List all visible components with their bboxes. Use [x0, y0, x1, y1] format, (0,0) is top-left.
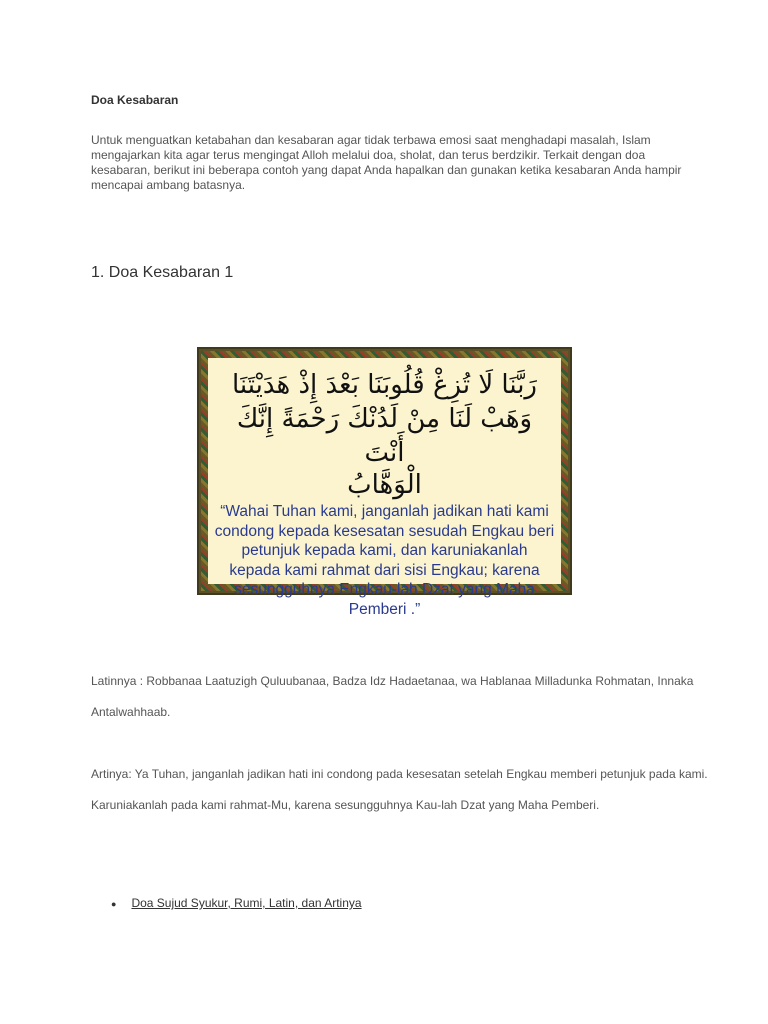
intro-paragraph: Untuk menguatkan ketabahan dan kesabaran agar tidak terbawa emosi saat menghadapi masalah, Islam mengajarkan kita agar terus mengingat Alloh melalui doa, sholat, dan terus berdzikir. Terkait dengan doa kesabaran, berikut ini beberapa contoh yang dapat Anda hapalkan dan gunakan ketika kesabaran Anda hampir mencapai ambang batasnya.	[91, 133, 682, 192]
artinya-paragraph: Artinya: Ya Tuhan, janganlah jadikan hati ini condong pada kesesatan setelah Engkau memberi petunjuk pada kami. Karuniakanlah pada kami rahmat-Mu, karena sesungguhnya Kau-lah Dzat yang Maha Pemberi.	[91, 767, 708, 812]
arabic-line-2: وَهَبْ لَنَا مِنْ لَدُنْكَ رَحْمَةً إِنَّكَ أَنْتَ	[236, 404, 533, 468]
page-title: Doa Kesabaran	[91, 93, 179, 107]
related-link[interactable]: Doa Sujud Syukur, Rumi, Latin, dan Artinya	[131, 896, 362, 910]
arabic-line-3: الْوَهَّابُ	[347, 470, 422, 500]
section-heading: 1. Doa Kesabaran 1	[91, 264, 234, 281]
arabic-line-1: رَبَّنَا لَا تُزِغْ قُلُوبَنَا بَعْدَ إِذْ هَدَيْتَنَا	[232, 370, 537, 400]
latin-paragraph: Latinnya : Robbanaa Laatuzigh Quluubanaa, Badza Idz Hadaetanaa, wa Hablanaa Milladunka Rohmatan, Innaka Antalwahhaab.	[91, 674, 694, 719]
image-translation: “Wahai Tuhan kami, janganlah jadikan hati kami condong kepada kesesatan sesudah Engkau beri petunjuk kepada kami, dan karuniakanlah kepada kami rahmat dari sisi Engkau; karena sesungguhnya Engkau-lah Dzat yang Maha Pemberi .”	[214, 503, 555, 618]
related-list-item	[111, 896, 362, 910]
bullet-icon: ●	[111, 898, 117, 909]
doa-image	[197, 347, 572, 618]
doa-image-panel	[208, 358, 561, 618]
